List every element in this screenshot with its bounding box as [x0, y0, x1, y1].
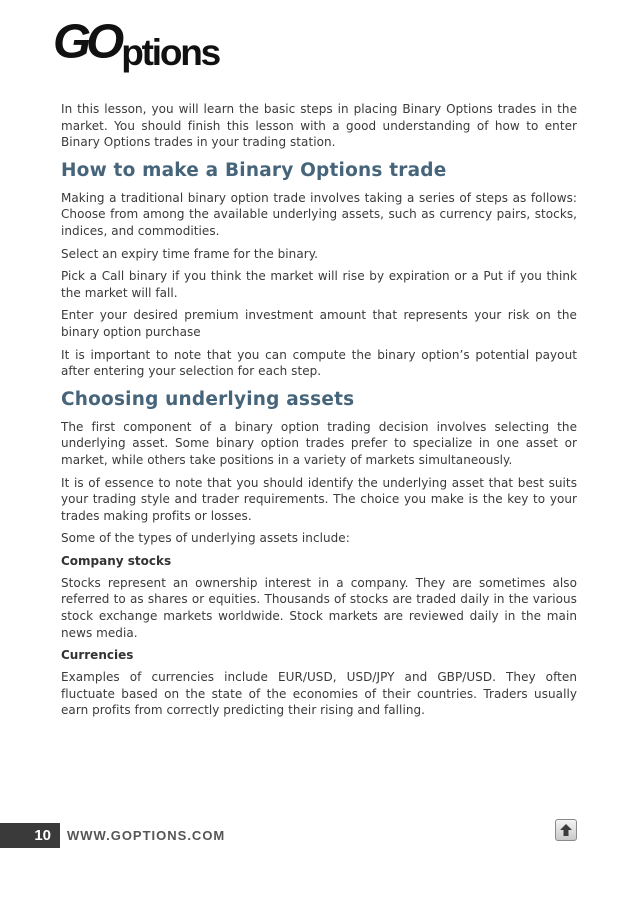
section-heading-underlying-assets: Choosing underlying assets — [61, 388, 355, 410]
step-paragraph: Pick a Call binary if you think the market will rise by expiration or a Put if you think the market will fall. — [61, 269, 577, 300]
body-paragraph: The first component of a binary option trading decision involves selecting the underlying asset. Some binary option trades prefer to specialize in one asset or market, while others take positions in a variety of markets simultaneously. — [61, 419, 577, 467]
lesson-content — [61, 101, 577, 725]
subheading-company-stocks: Company stocks — [61, 553, 172, 568]
body-paragraph: It is of essence to note that you should identify the underlying asset that best suits your trading style and trader requirements. The choice you make is the key to your trades making profits or losses. — [61, 475, 577, 523]
up-arrow-icon — [559, 823, 573, 837]
step-paragraph: Enter your desired premium investment amount that represents your risk on the binary option purchase — [61, 308, 577, 339]
intro-paragraph: In this lesson, you will learn the basic steps in placing Binary Options trades in the market. You should finish this lesson with a good understanding of how to enter Binary Options trades in your trading station. — [61, 102, 577, 150]
page-number: 10 — [0, 823, 60, 848]
step-paragraph: Select an expiry time frame for the binary. — [61, 246, 319, 261]
section-heading-make-trade: How to make a Binary Options trade — [61, 159, 447, 181]
footer-url[interactable]: WWW.GOPTIONS.COM — [67, 828, 226, 843]
goptions-logo — [53, 15, 220, 73]
step-paragraph: It is important to note that you can compute the binary option’s potential payout after entering your selection for each step. — [61, 347, 577, 379]
scroll-up-button[interactable] — [555, 819, 577, 841]
body-paragraph: Examples of currencies include EUR/USD, USD/JPY and GBP/USD. They often fluctuate based on the state of the economies of their countries. Traders usually earn profits from correctly predicting their rising and falling. — [61, 670, 577, 718]
body-paragraph: Some of the types of underlying assets include: — [61, 531, 350, 546]
subheading-currencies: Currencies — [61, 648, 134, 663]
logo-go: GO — [53, 15, 120, 69]
logo-rest: ptions — [121, 32, 220, 73]
step-paragraph: Making a traditional binary option trade involves taking a series of steps as follows: Choose from among the available underlying assets, such as currency pairs, stocks, indices, and commodities. — [61, 190, 577, 238]
body-paragraph: Stocks represent an ownership interest in a company. They are sometimes also referred to as shares or equities. Thousands of stocks are traded daily in the various stock exchange markets worldwide. Stock markets are reviewed daily in the main news media. — [61, 575, 577, 640]
